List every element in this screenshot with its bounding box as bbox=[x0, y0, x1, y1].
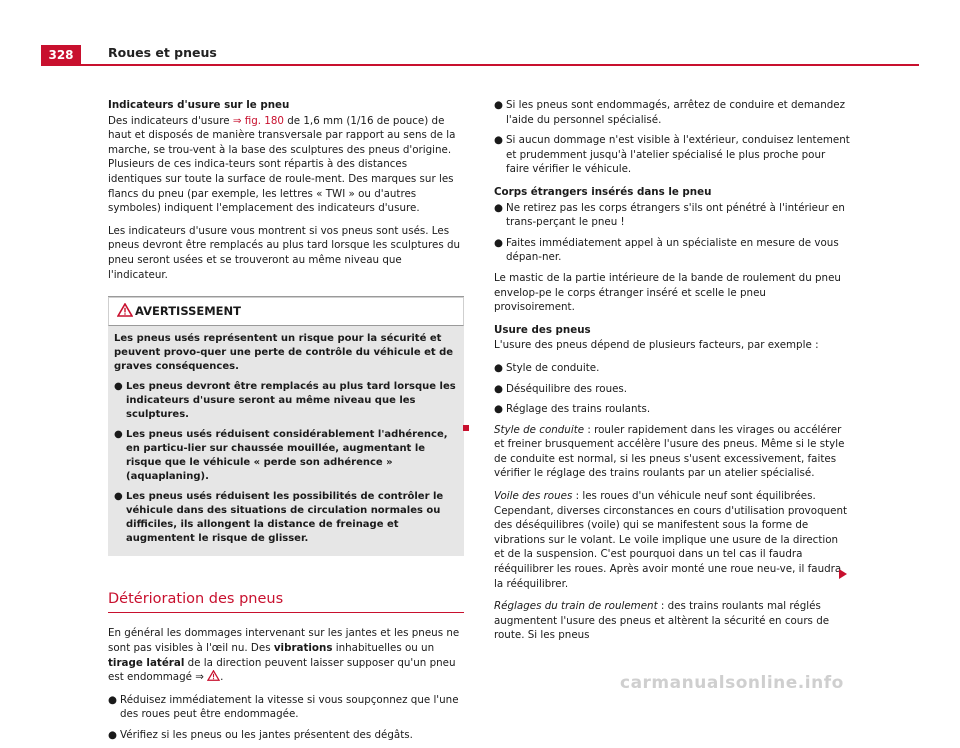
wear-paragraph-1 bbox=[108, 114, 464, 216]
foreign-item bbox=[494, 201, 850, 230]
warning-item bbox=[114, 380, 458, 422]
reglages-text: : des trains roulants mal réglés augmentent l'usure des pneus et altèrent la sécurité en cours de route. Si les pneus bbox=[494, 600, 830, 642]
end-of-warning-marker bbox=[463, 425, 469, 431]
warning-intro: Les pneus usés représentent un risque pour la sécurité et peuvent provo-quer une perte de contrôle du véhicule et de graves conséquences. bbox=[114, 332, 454, 372]
reglages-term: Réglages du train de roulement bbox=[494, 600, 658, 613]
bullet-icon: ● bbox=[494, 201, 503, 214]
bullet-icon: ● bbox=[114, 490, 123, 502]
section-title: Détérioration des pneus bbox=[108, 592, 464, 614]
wear-paragraph-2: Les indicateurs d'usure vous montrent si vos pneus sont usés. Les pneus devront être remplacés au plus tard lorsque les sculptures du pneu seront usées et se trouveront au même niveau que l'indicateur. bbox=[108, 224, 461, 281]
wear-p1-text-a: Des indicateurs d'usure bbox=[108, 114, 233, 127]
usure-item-text: Déséquilibre des roues. bbox=[506, 382, 628, 395]
bullet-icon: ● bbox=[114, 380, 123, 392]
warning-link-icon[interactable] bbox=[207, 671, 220, 683]
warning-item-text: Les pneus usés réduisent considérablement l'adhérence, en particu-lier sur chaussée mouillée, augmentant le risque que le véhicule « perde son adhérence » (aquaplaning). bbox=[126, 428, 448, 482]
bullet-icon: ● bbox=[494, 99, 503, 111]
damage-item bbox=[108, 728, 464, 743]
usure-item bbox=[494, 402, 850, 417]
damage-item bbox=[494, 133, 850, 177]
foreign-heading: Corps étrangers insérés dans le pneu bbox=[494, 185, 712, 198]
left-column bbox=[108, 98, 464, 748]
damage-item bbox=[108, 693, 464, 722]
bullet-icon: ● bbox=[494, 134, 503, 147]
style-paragraph bbox=[494, 423, 850, 481]
usure-item bbox=[494, 361, 850, 376]
watermark: carmanualsonline.info bbox=[620, 673, 844, 693]
header-rule bbox=[41, 64, 919, 66]
usure-heading: Usure des pneus bbox=[494, 323, 591, 336]
wear-heading: Indicateurs d'usure sur le pneu bbox=[108, 99, 290, 111]
bullet-icon: ● bbox=[108, 693, 117, 706]
usure-item-text: Réglage des trains roulants. bbox=[506, 403, 651, 416]
section-gap bbox=[108, 613, 464, 626]
damage-item-text: Réduisez immédiatement la vitesse si vous soupçonnez que l'une des roues peut être endommagée. bbox=[120, 693, 459, 721]
warning-box bbox=[108, 296, 464, 556]
damage-text-a: En général les dommages intervenant sur les jantes et les pneus ne sont pas visibles à l'œil nu. Des bbox=[108, 627, 460, 654]
wear-p1-text-b: de 1,6 mm (1/16 de pouce) de haut et disposés de manière transversale par rapport au sens de la marche, se trou-vent à la base des sculptures des pneus d'origine. Plusieurs de ces indica-teurs sont répartis à des distances identiques sur toute la surface de roule-ment. Des marques sur les flancs du pneu (par exemple, les lettres « TWI » ou d'autres symboles) indiquent l'emplacement des indicateurs d'usure. bbox=[108, 114, 456, 215]
damage-item-text: Si les pneus sont endommagés, arrêtez de conduire et demandez l'aide du personnel spécialisé. bbox=[506, 99, 845, 126]
damage-item-text: Vérifiez si les pneus ou les jantes présentent des dégâts. bbox=[120, 728, 413, 741]
page-number: 328 bbox=[41, 45, 81, 65]
warning-header bbox=[108, 297, 464, 326]
usure-item-text: Style de conduite. bbox=[506, 361, 600, 374]
damage-item bbox=[494, 98, 850, 127]
bullet-icon: ● bbox=[494, 361, 503, 374]
foreign-item-text: Faites immédiatement appel à un spécialiste en mesure de vous dépan-ner. bbox=[506, 236, 839, 264]
foreign-paragraph: Le mastic de la partie intérieure de la bande de roulement du pneu envelop-pe le corps étranger inséré et scelle le pneu provisoirement. bbox=[494, 271, 841, 314]
style-text: : rouler rapidement dans les virages ou accélérer et freiner brusquement accélère l'usure des pneus. Même si le style de conduite est normal, si les pneus s'usent excessivement, faites vérifier le réglage des trains roulants par un atelier spécialisé. bbox=[494, 423, 845, 480]
damage-paragraph bbox=[108, 626, 464, 684]
damage-text-d: de la direction peuvent laisser supposer qu'un pneu est endommagé ⇒ bbox=[108, 656, 456, 684]
damage-bold-tirage: tirage latéral bbox=[108, 656, 185, 669]
bullet-icon: ● bbox=[494, 382, 503, 395]
warning-title: AVERTISSEMENT bbox=[135, 304, 242, 319]
damage-item-text: Si aucun dommage n'est visible à l'extérieur, conduisez lentement et prudemment jusqu'à l'atelier spécialisé le plus proche pour faire vérifier le véhicule. bbox=[506, 134, 850, 176]
voile-term: Voile des roues bbox=[494, 490, 573, 503]
figure-link[interactable]: ⇒ fig. 180 bbox=[232, 114, 284, 127]
damage-text-e: . bbox=[220, 671, 224, 684]
usure-intro: L'usure des pneus dépend de plusieurs facteurs, par exemple : bbox=[494, 339, 819, 352]
warning-item bbox=[114, 490, 458, 546]
reglages-paragraph bbox=[494, 599, 850, 643]
bullet-icon: ● bbox=[114, 428, 123, 440]
bullet-icon: ● bbox=[494, 403, 503, 416]
warning-item bbox=[114, 428, 458, 484]
voile-text: : les roues d'un véhicule neuf sont équilibrées. Cependant, diverses circonstances en cours d'utilisation provoquent des déséquilibres (voile) qui se manifestent sous la forme de vibrations sur le volant. Le voile implique une usure de la direction et de la suspension. C'est pourquoi dans un tel cas il faudra rééquilibrer les roues. Après avoir monté une roue neu-ve, il faudra la rééquilibrer. bbox=[494, 490, 848, 590]
warning-item-text: Les pneus devront être remplacés au plus tard lorsque les indicateurs d'usure seront au même niveau que les sculptures. bbox=[126, 380, 456, 420]
bullet-icon: ● bbox=[108, 728, 117, 741]
bullet-icon: ● bbox=[494, 236, 503, 249]
voile-paragraph bbox=[494, 489, 850, 591]
style-term: Style de conduite bbox=[494, 423, 585, 436]
foreign-item bbox=[494, 236, 850, 265]
usure-item bbox=[494, 382, 850, 397]
foreign-item-text: Ne retirez pas les corps étrangers s'ils ont pénétré à l'intérieur en trans-perçant le pneu ! bbox=[506, 201, 845, 229]
damage-bold-vibrations: vibrations bbox=[273, 641, 333, 654]
running-title: Roues et pneus bbox=[108, 45, 217, 60]
right-column bbox=[494, 98, 850, 651]
warning-body bbox=[108, 326, 464, 556]
warning-triangle-icon bbox=[117, 303, 133, 321]
damage-text-c: inhabituelles ou un bbox=[332, 641, 435, 654]
warning-item-text: Les pneus usés réduisent les possibilités de contrôler le véhicule dans des situations de circulation normales ou difficiles, ils allongent la distance de freinage et augmentent le risque de glisser. bbox=[126, 490, 444, 544]
continue-arrow-icon bbox=[839, 569, 847, 579]
